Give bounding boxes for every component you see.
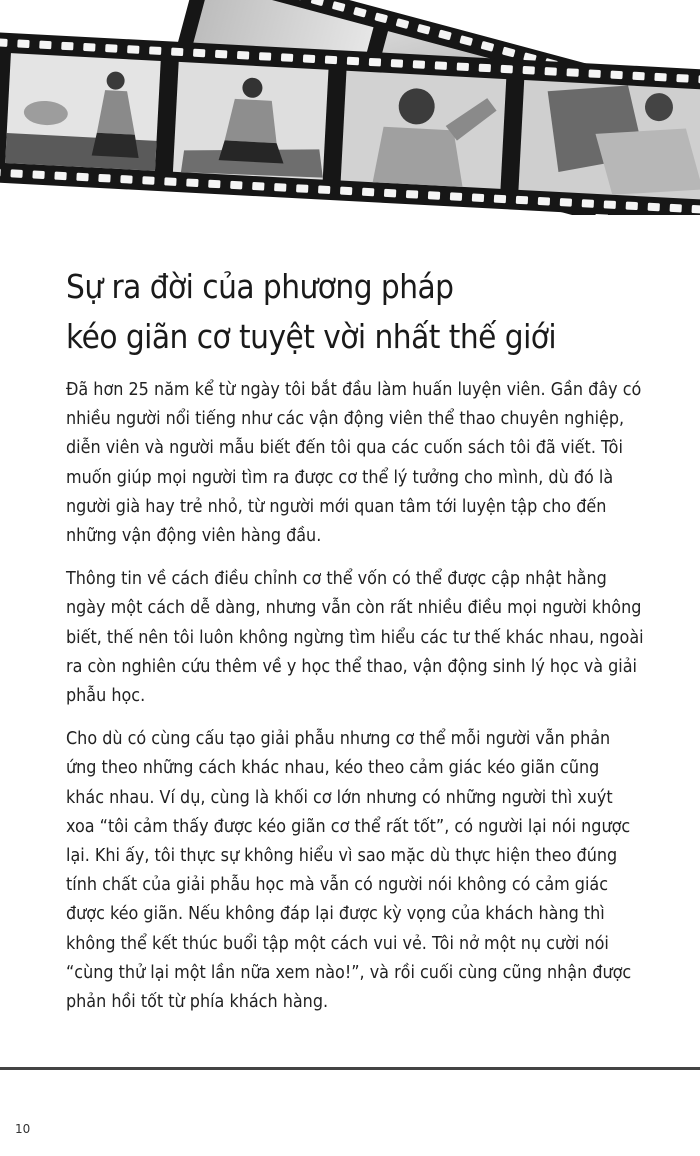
text-line: người già hay trẻ nhỏ, từ người mới quan tâm tới luyện tập cho đến [66, 496, 607, 517]
title-line: kéo giãn cơ tuyệt vời nhất thế giới [66, 317, 557, 356]
chapter-title [66, 262, 624, 362]
text-line: ngày một cách dễ dàng, nhưng vẫn còn rất nhiều điều mọi người không [66, 598, 642, 619]
text-line: được kéo giãn. Nếu không đáp lại được kỳ vọng của khách hàng thì [66, 904, 605, 925]
paragraph-2 [66, 565, 648, 711]
text-line: tính chất của giải phẫu học mà vẫn có người nói không có cảm giác [66, 875, 609, 896]
text-line: xoa “tôi cảm thấy được kéo giãn cơ thể rất tốt”, có người lại nói ngược [66, 816, 631, 837]
text-line: nhiều người nổi tiếng như các vận động viên thể thao chuyên nghiệp, [66, 409, 625, 430]
photo-frame-3 [341, 71, 507, 189]
text-line: Đã hơn 25 năm kể từ ngày tôi bắt đầu làm huấn luyện viên. Gần đây có [66, 380, 642, 400]
film-strip-illustration [0, 0, 700, 215]
paragraph-1 [66, 376, 648, 551]
photo-frame-2 [173, 62, 329, 180]
text-line: phẫu học. [66, 686, 146, 707]
text-line: ứng theo những cách khác nhau, kéo theo cảm giác kéo giãn cũng [66, 758, 600, 779]
text-line: diễn viên và người mẫu biết đến tôi qua các cuốn sách tôi đã viết. Tôi [66, 438, 623, 459]
text-line: muốn giúp mọi người tìm ra được cơ thể lý tưởng cho mình, dù đó là [66, 467, 614, 488]
text-line: không thể kết thúc buổi tập một cách vui vẻ. Tôi nở một nụ cười nói [66, 933, 609, 954]
text-line: khác nhau. Ví dụ, cùng là khối cơ lớn nhưng có những người thì xuýt [66, 787, 613, 808]
text-line: Cho dù có cùng cấu tạo giải phẫu nhưng cơ thể mỗi người vẫn phản [66, 729, 611, 750]
footer-divider [0, 1067, 700, 1070]
text-line: phản hồi tốt từ phía khách hàng. [66, 992, 329, 1013]
film-strip-main [0, 32, 700, 215]
text-line: những vận động viên hàng đầu. [66, 526, 322, 547]
paragraph-3 [66, 725, 648, 1017]
body-text [66, 376, 648, 1031]
photo-frame-4 [518, 80, 700, 200]
film-strip-banner [0, 0, 700, 215]
page-number: 10 [15, 1122, 31, 1136]
photo-frame-1 [5, 53, 161, 171]
text-line: Thông tin về cách điều chỉnh cơ thể vốn có thể được cập nhật hằng [66, 569, 607, 590]
text-line: lại. Khi ấy, tôi thực sự không hiểu vì sao mặc dù thực hiện theo đúng [66, 846, 618, 867]
text-line: ra còn nghiên cứu thêm về y học thể thao, vận động sinh lý học và giải [66, 656, 637, 677]
title-line: Sự ra đời của phương pháp [66, 267, 454, 306]
text-line: “cùng thử lại một lần nữa xem nào!”, và rồi cuối cùng cũng nhận được [66, 962, 632, 983]
text-line: biết, thế nên tôi luôn không ngừng tìm hiểu các tư thế khác nhau, ngoài [66, 627, 644, 648]
